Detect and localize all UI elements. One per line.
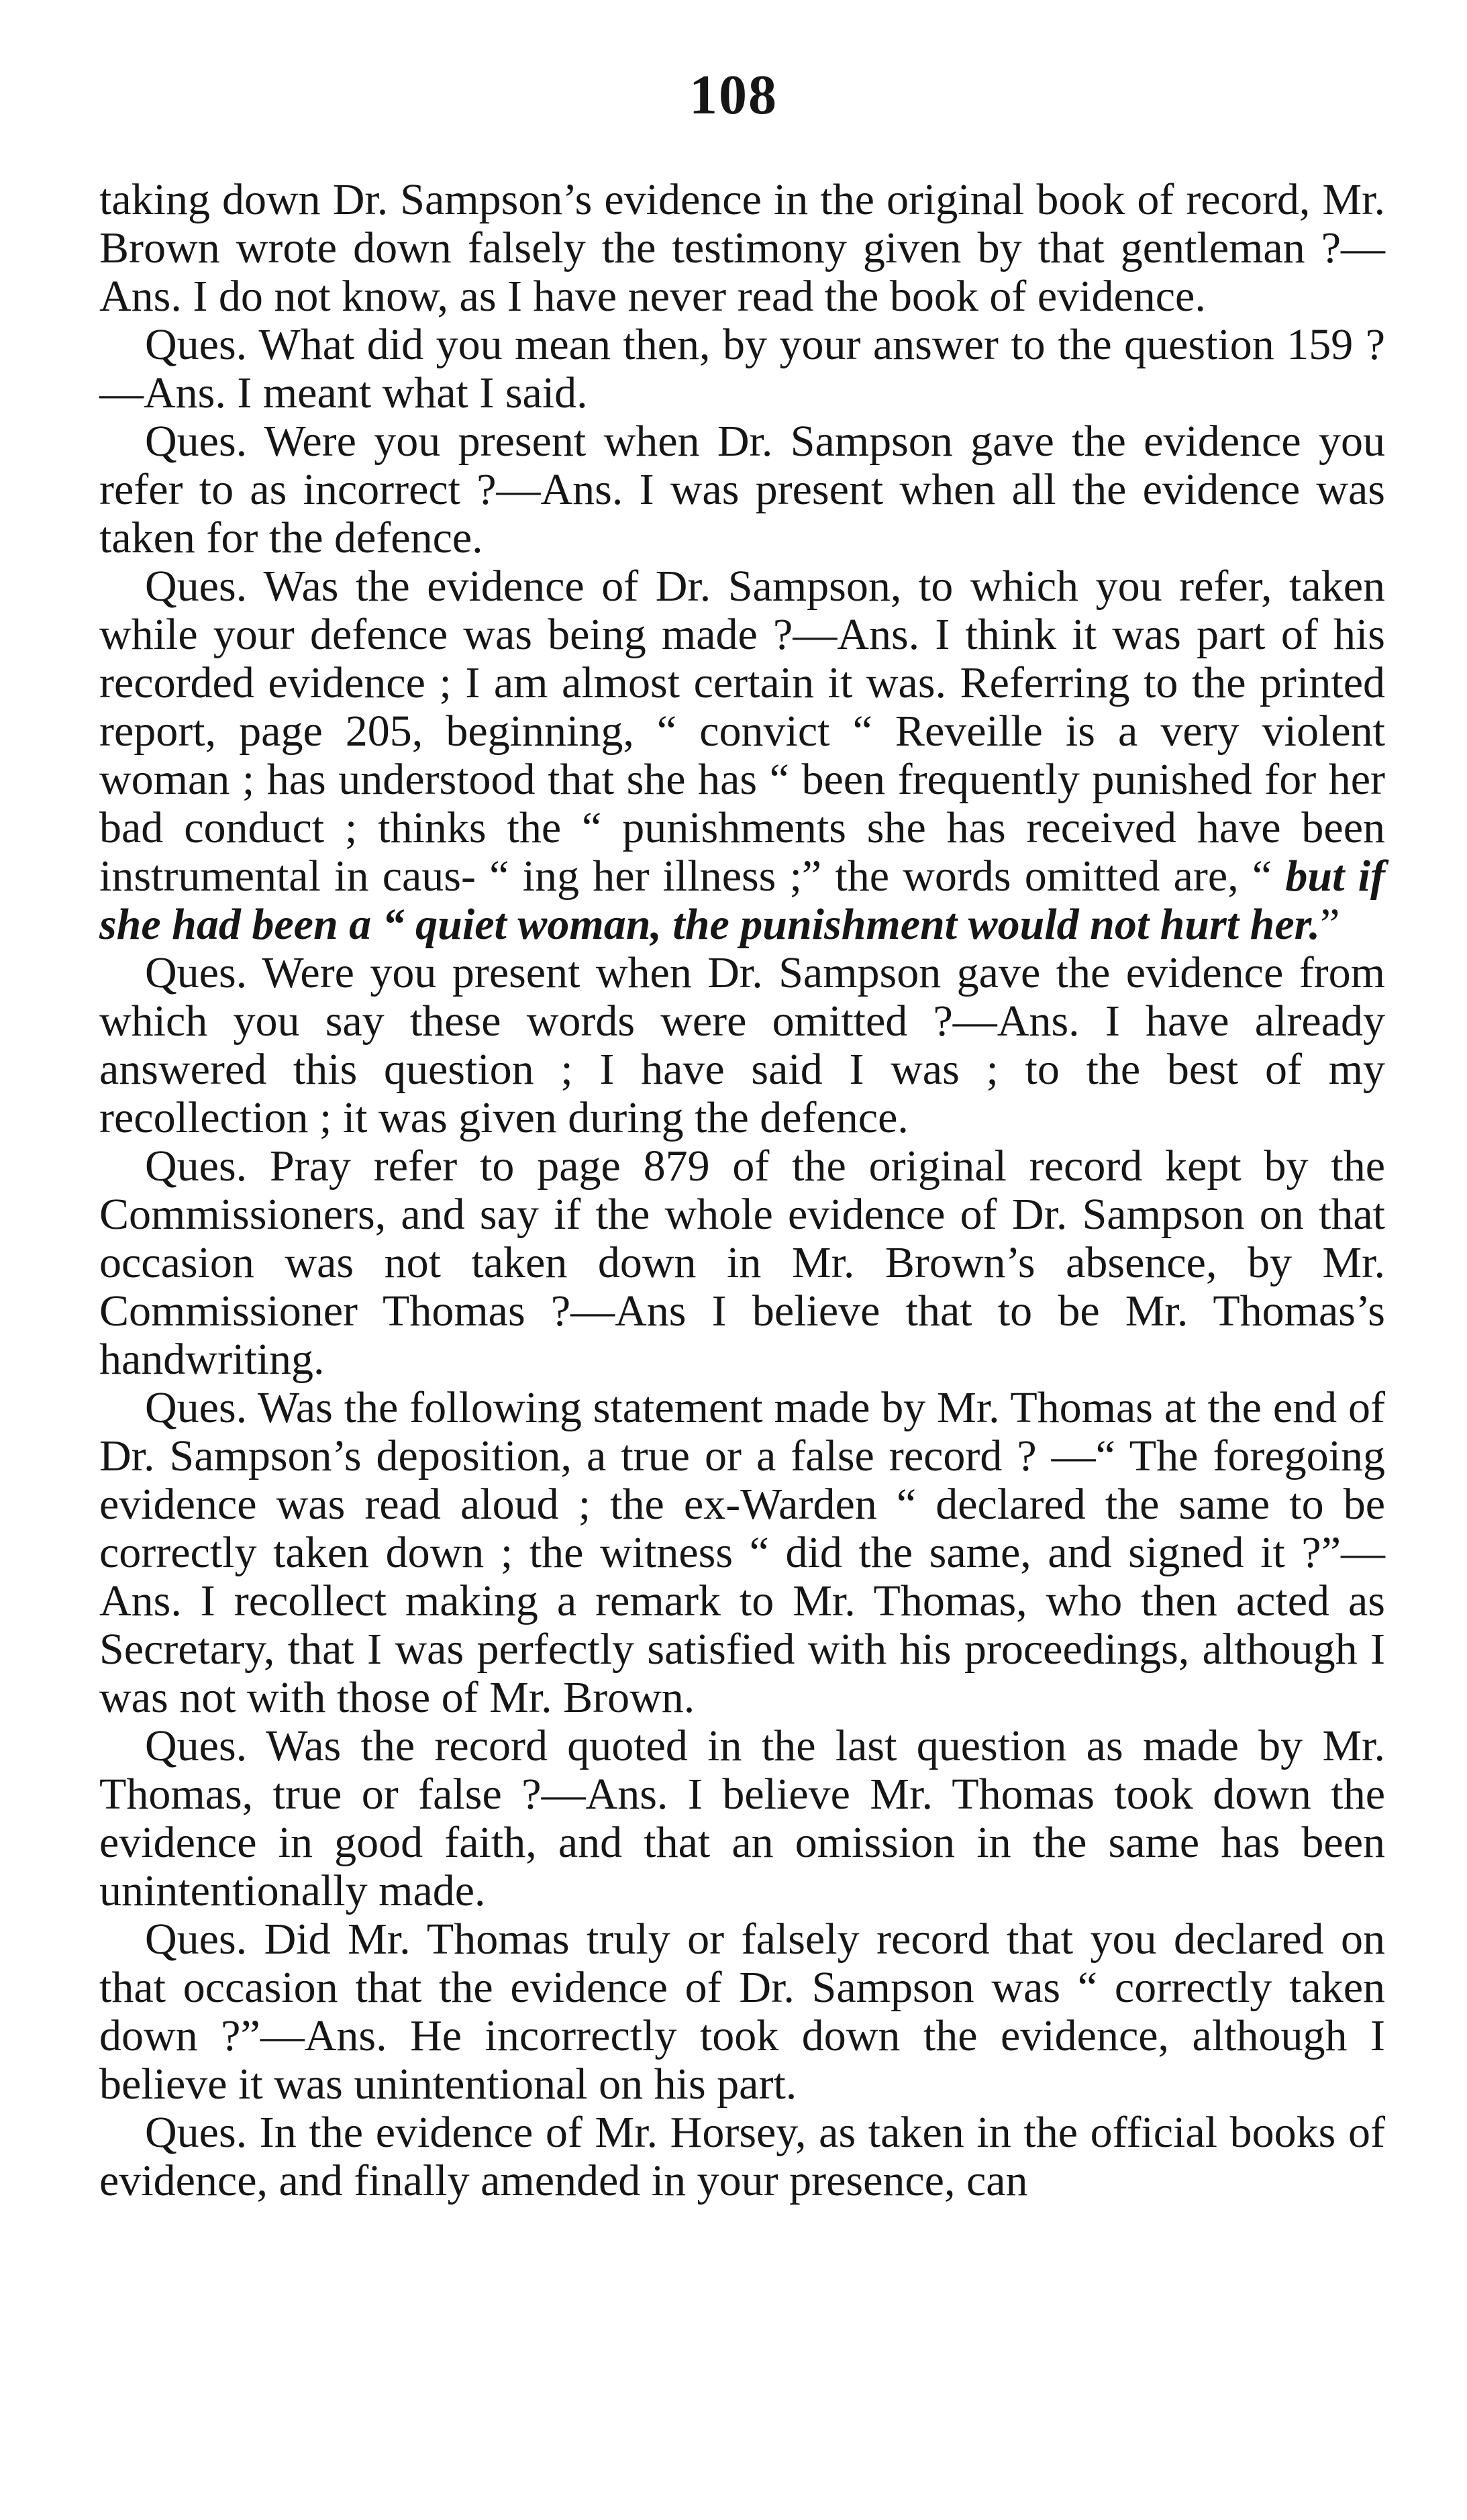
paragraph-text: Ques. Were you present when Dr. Sampson gave the evidence from which you say these words were omitted ?—Ans. I have already answered this question ; I have said I was ; to the best of my recollection ; it was given during the defence. [99,948,1385,1142]
paragraph-1 [99,176,1385,321]
paragraph-2 [99,321,1385,417]
closing-quote: ” [1320,900,1340,949]
paragraph-10 [99,2109,1385,2205]
paragraph-4 [99,562,1385,949]
paragraph-text: taking down Dr. Sampson’s evidence in the original book of record, Mr. Brown wrote down falsely the testimony given by that gentleman ?—Ans. I do not know, as I have never read the book of evidence. [99,175,1385,321]
paragraph-text: Ques. What did you mean then, by your answer to the question 159 ?—Ans. I meant what I said. [99,320,1385,417]
paragraph-text: Ques. Were you present when Dr. Sampson gave the evidence you refer to as incorrect ?—Ans. I was present when all the evidence was taken for the defence. [99,417,1385,562]
paragraph-3 [99,417,1385,562]
paragraph-text: Ques. In the evidence of Mr. Horsey, as taken in the official books of evidence, and finally amended in your presence, can [99,2108,1385,2205]
italic-quote: but if she had been a “ quiet woman, the punishment would not hurt her. [99,852,1385,949]
paragraph-9 [99,1915,1385,2109]
paragraph-6 [99,1142,1385,1384]
paragraph-5 [99,949,1385,1142]
page-text-body [99,176,1385,2205]
page-number: 108 [689,64,778,126]
paragraph-text: Ques. Pray refer to page 879 of the original record kept by the Commissioners, and say if the whole evidence of Dr. Sampson on that occasion was not taken down in Mr. Brown’s absence, by Mr. Commissioner Thomas ?—Ans I believe that to be Mr. Thomas’s handwriting. [99,1142,1385,1384]
paragraph-text: Ques. Was the following statement made by Mr. Thomas at the end of Dr. Sampson’s deposition, a true or a false record ? —“ The foregoing evidence was read aloud ; the ex-Warden “ declared the same to be correctly taken down ; the witness “ did the same, and signed it ?”—Ans. I recollect making a remark to Mr. Thomas, who then acted as Secretary, that I was perfectly satisfied with his proceedings, although I was not with those of Mr. Brown. [99,1383,1385,1722]
paragraph-text: Ques. Did Mr. Thomas truly or falsely record that you declared on that occasion that the evidence of Dr. Sampson was “ correctly taken down ?”—Ans. He incorrectly took down the evidence, although I believe it was unintentional on his part. [99,1915,1385,2109]
paragraph-8 [99,1722,1385,1915]
paragraph-text: Ques. Was the evidence of Dr. Sampson, to which you refer, taken while your defence was being made ?—Ans. I think it was part of his recorded evidence ; I am almost certain it was. Referring to the printed report, page 205, beginning, “ convict “ Reveille is a very violent woman ; has understood that she has “ been frequently punished for her bad conduct ; thinks the “ punishments she has received have been instrumental in caus- “ ing her illness ;” the words omitted are, “ [99,562,1385,901]
paragraph-text: Ques. Was the record quoted in the last question as made by Mr. Thomas, true or false ?—Ans. I believe Mr. Thomas took down the evidence in good faith, and that an omission in the same has been unintentionally made. [99,1721,1385,1915]
paragraph-7 [99,1384,1385,1722]
